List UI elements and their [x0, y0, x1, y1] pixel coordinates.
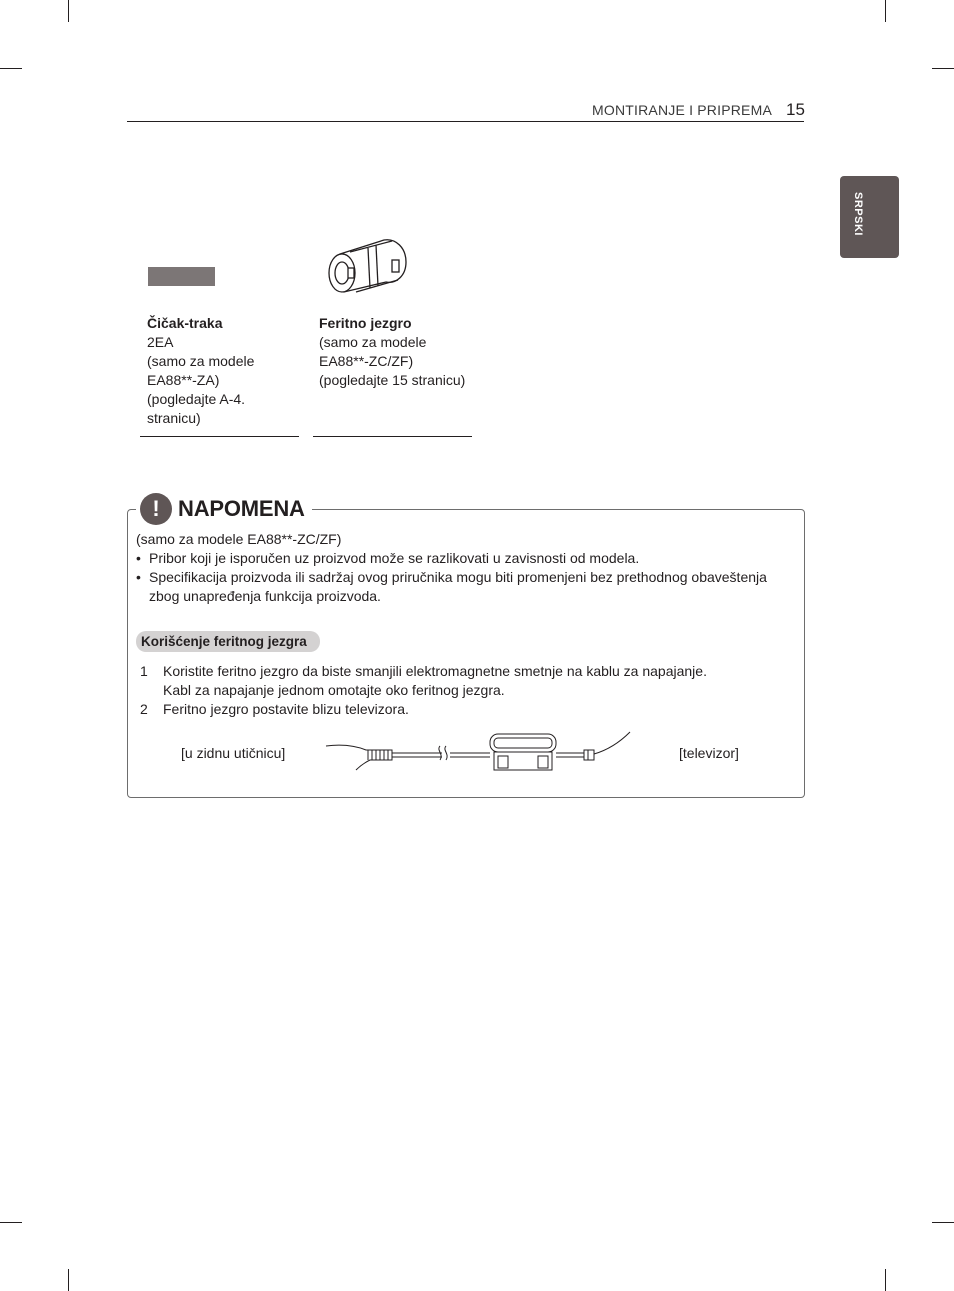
language-tab-label: SRPSKI: [852, 192, 864, 236]
note-bullet: Specifikacija proizvoda ili sadržaj ovog priručnika mogu biti promenjeni bez prethodnog obaveštenja: [149, 569, 767, 585]
velcro-strip-image: [148, 267, 215, 286]
section-title: MONTIRANJE I PRIPREMA: [592, 102, 772, 118]
language-tab: [840, 176, 899, 258]
note-bullet: Pribor koji je isporučen uz proizvod može se razlikovati u zavisnosti od modela.: [149, 550, 640, 566]
crop-mark: [885, 1269, 886, 1291]
step-text: Feritno jezgro postavite blizu televizora.: [163, 701, 409, 717]
wall-outlet-label: [u zidnu utičnicu]: [181, 745, 286, 761]
tv-label: [televizor]: [679, 745, 739, 761]
crop-mark: [932, 1222, 954, 1223]
accessory-ferrite: [319, 314, 465, 390]
accessory-divider: [140, 436, 299, 437]
crop-mark: [0, 1222, 22, 1223]
accessory-line: (samo za modele: [147, 353, 255, 369]
bullet-marker: •: [136, 550, 141, 566]
page-number: 15: [786, 100, 805, 119]
note-intro: (samo za modele EA88**-ZC/ZF): [136, 531, 342, 547]
accessory-line: EA88**-ZC/ZF): [319, 353, 414, 369]
ferrite-core-image: [326, 232, 410, 296]
crop-mark: [68, 0, 69, 22]
accessory-line: 2EA: [147, 334, 174, 350]
bullet-marker: •: [136, 569, 141, 585]
accessory-line: EA88**-ZA): [147, 372, 220, 388]
step-number: 2: [140, 701, 148, 717]
subsection-title: Korišćenje feritnog jezgra: [136, 631, 320, 652]
step-text: Kabl za napajanje jednom omotajte oko feritnog jezgra.: [163, 682, 505, 698]
crop-mark: [932, 68, 954, 69]
step-number: 1: [140, 663, 148, 679]
cable-diagram: [322, 726, 636, 776]
accessory-velcro: [147, 314, 254, 428]
note-bullet-continued: zbog unapređenja funkcija proizvoda.: [149, 588, 381, 604]
accessory-title: Feritno jezgro: [319, 315, 412, 331]
crop-mark: [885, 0, 886, 22]
accessory-title: Čičak-traka: [147, 315, 223, 331]
crop-mark: [0, 68, 22, 69]
header-divider: [127, 121, 804, 122]
accessory-line: (pogledajte A-4.: [147, 391, 246, 407]
crop-mark: [68, 1269, 69, 1291]
accessory-line: (samo za modele: [319, 334, 427, 350]
exclamation-icon: !: [140, 493, 172, 525]
step-text: Koristite feritno jezgro da biste smanjili elektromagnetne smetnje na kablu za napajanje.: [163, 663, 707, 679]
note-title: NAPOMENA: [178, 496, 305, 521]
accessory-line: (pogledajte 15 stranicu): [319, 372, 466, 388]
accessory-line: stranicu): [147, 410, 201, 426]
accessory-divider: [313, 436, 472, 437]
